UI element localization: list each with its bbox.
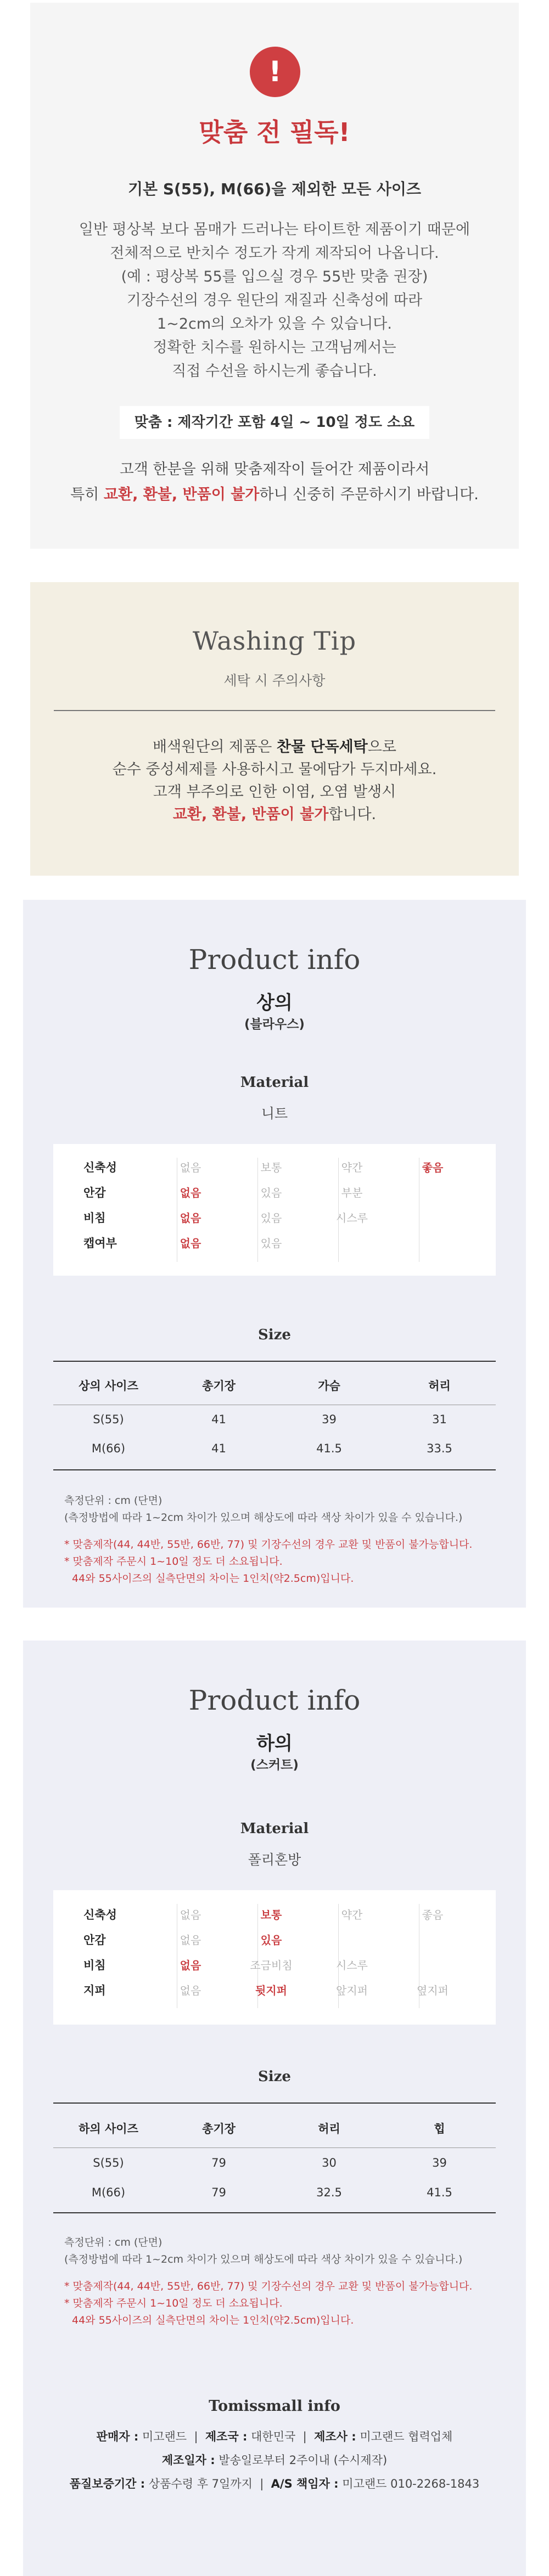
size-header: 허리 xyxy=(318,2122,340,2135)
info-key: 판매자 : xyxy=(96,2430,139,2443)
property-option: 없음 xyxy=(180,1908,201,1921)
production-period-badge: 맞춤 : 제작기간 포함 4일 ~ 10일 정도 소요 xyxy=(120,406,429,439)
property-row-cap xyxy=(53,1231,496,1256)
product-kind-sub: (스커트) xyxy=(250,1758,299,1772)
property-label: 안감 xyxy=(83,1186,106,1199)
property-row-stretch xyxy=(53,1155,496,1180)
washing-body xyxy=(30,736,519,826)
size-cell: 41 xyxy=(211,1442,226,1455)
notice-section xyxy=(30,3,519,549)
divider xyxy=(53,2147,496,2148)
property-row-lining xyxy=(53,1927,496,1953)
property-box xyxy=(53,1144,496,1276)
shop-info-line: 품질보증기간 : 상품수령 후 7일까지 | A/S 책임자 : 미고랜드 010-2268-1843 xyxy=(69,2477,480,2490)
property-option: 없음 xyxy=(180,1934,201,1947)
property-option: 있음 xyxy=(260,1237,282,1250)
size-cell: 41.5 xyxy=(427,2186,452,2199)
property-row-sheer xyxy=(53,1953,496,1978)
info-key: A/S 책임자 : xyxy=(271,2477,339,2490)
property-option: 시스루 xyxy=(336,1959,368,1972)
size-heading: Size xyxy=(258,2068,291,2085)
no-refund-text: 교환, 환불, 반품이 불가 xyxy=(172,806,329,823)
note-line: 44와 55사이즈의 실측단면의 차이는 1인치(약2.5cm)입니다. xyxy=(72,1572,354,1585)
washing-subtitle: 세탁 시 주의사항 xyxy=(223,673,326,689)
no-refund-text: 교환, 환불, 반품이 불가 xyxy=(103,486,260,503)
property-option: 있음 xyxy=(260,1211,282,1225)
product-info-title: Product info xyxy=(188,944,361,976)
washing-text: 배색원단의 제품은 xyxy=(153,739,277,756)
property-option-selected: 없음 xyxy=(180,1959,201,1972)
spacer xyxy=(64,1526,472,1536)
property-row-sheer xyxy=(53,1205,496,1231)
property-option: 옆지퍼 xyxy=(417,1984,449,1997)
size-header: 가슴 xyxy=(318,1379,340,1393)
property-row-lining xyxy=(53,1180,496,1205)
property-option: 시스루 xyxy=(336,1211,368,1225)
washing-text: 합니다. xyxy=(328,806,377,823)
washing-line xyxy=(30,803,519,826)
size-notes xyxy=(64,2234,472,2329)
property-option: 부분 xyxy=(341,1186,363,1199)
notice-subtitle: 기본 S(55), M(66)을 제외한 모든 사이즈 xyxy=(127,180,422,198)
cold-wash-text: 찬물 단독세탁 xyxy=(276,739,368,756)
washing-line: 고객 부주의로 인한 이염, 오염 발생시 xyxy=(153,783,396,801)
notice-body-line: 직접 수선을 하시는게 좋습니다. xyxy=(172,363,377,380)
product-kind: 상의 xyxy=(256,992,293,1014)
info-value: 상품수령 후 7일까지 xyxy=(148,2477,253,2490)
product-info-title: Product info xyxy=(188,1684,361,1716)
divider xyxy=(53,2212,496,2213)
property-label: 신축성 xyxy=(83,1161,117,1174)
size-table xyxy=(53,2102,496,2201)
size-cell: M(66) xyxy=(91,1442,126,1455)
material-heading: Material xyxy=(240,1074,309,1091)
size-header: 허리 xyxy=(428,1379,451,1393)
notice-body-line: 1~2cm의 오차가 있을 수 있습니다. xyxy=(157,315,392,332)
notice-body-line: 일반 평상복 보다 몸매가 드러나는 타이트한 제품이기 때문에 xyxy=(79,221,470,238)
property-label: 캡여부 xyxy=(83,1237,117,1250)
property-option-selected: 뒷지퍼 xyxy=(255,1984,287,1997)
shop-info-title: Tomissmall info xyxy=(209,2398,340,2415)
size-cell: S(55) xyxy=(93,2156,124,2169)
info-value: 발송일로부터 2주이내 (수시제작) xyxy=(219,2454,388,2467)
note-line: * 맞춤제작(44, 44반, 55반, 66반, 77) 및 기장수선의 경우 교환 및 반품이 불가능합니다. xyxy=(64,1538,473,1551)
divider xyxy=(53,1469,496,1470)
washing-line: 순수 중성세제를 사용하시고 물에담가 두지마세요. xyxy=(112,761,437,778)
property-row-zipper xyxy=(53,1978,496,2003)
notice-footer xyxy=(30,457,519,508)
property-option-selected: 좋음 xyxy=(422,1161,444,1174)
property-option-selected: 없음 xyxy=(180,1186,201,1199)
size-cell: 79 xyxy=(211,2186,226,2199)
property-row-stretch xyxy=(53,1902,496,1927)
property-label: 비침 xyxy=(83,1211,106,1225)
top-product-info-section xyxy=(23,900,526,1608)
size-header: 하의 사이즈 xyxy=(79,2122,138,2135)
property-option-selected: 없음 xyxy=(180,1237,201,1250)
property-option: 약간 xyxy=(341,1908,363,1921)
size-cell: 79 xyxy=(211,2156,226,2169)
size-heading: Size xyxy=(258,1327,291,1343)
size-header: 상의 사이즈 xyxy=(79,1379,138,1393)
footer-text: 특히 xyxy=(70,486,104,503)
property-label: 비침 xyxy=(83,1959,106,1972)
notice-body-line: 기장수선의 경우 원단의 재질과 신축성에 따라 xyxy=(126,292,423,309)
product-kind: 하의 xyxy=(256,1733,293,1755)
property-label: 지퍼 xyxy=(83,1984,106,1997)
size-cell: S(55) xyxy=(93,1413,124,1426)
washing-text: 으로 xyxy=(367,739,396,756)
shop-info-line: 판매자 : 미고랜드 | 제조국 : 대한민국 | 제조사 : 미고랜드 협력업체 xyxy=(96,2430,453,2443)
shop-info-line xyxy=(0,2451,549,2468)
note-line: * 맞춤제작 주문시 1~10일 정도 더 소요됩니다. xyxy=(64,2297,283,2309)
size-cell: 30 xyxy=(322,2156,337,2169)
property-option: 약간 xyxy=(341,1161,363,1174)
divider xyxy=(53,1361,496,1362)
notice-body-line: 전체적으로 반치수 정도가 작게 제작되어 나옵니다. xyxy=(110,245,439,262)
property-option: 없음 xyxy=(180,1161,201,1174)
info-key: 품질보증기간 : xyxy=(69,2477,145,2490)
washing-line xyxy=(30,736,519,758)
property-option-selected: 없음 xyxy=(180,1211,201,1225)
divider xyxy=(53,2102,496,2104)
size-header: 힙 xyxy=(434,2122,445,2135)
size-header: 총기장 xyxy=(202,2122,236,2135)
size-cell: 41.5 xyxy=(316,1442,342,1455)
material-value: 니트 xyxy=(261,1106,288,1121)
divider xyxy=(54,710,495,711)
info-key: 제조일자 : xyxy=(161,2454,215,2467)
note-line: * 맞춤제작(44, 44반, 55반, 66반, 77) 및 기장수선의 경우 교환 및 반품이 불가능합니다. xyxy=(64,2280,473,2292)
footer-text: 하니 신중히 주문하시기 바랍니다. xyxy=(259,486,479,503)
warning-icon: ! xyxy=(250,47,300,97)
info-value: 대한민국 xyxy=(251,2430,296,2443)
property-label: 안감 xyxy=(83,1934,106,1947)
property-label: 신축성 xyxy=(83,1908,117,1921)
note-line: (측정방법에 따라 1~2cm 차이가 있으며 해상도에 따라 색상 차이가 있을 수 있습니다.) xyxy=(64,1512,463,1524)
washing-title: Washing Tip xyxy=(192,626,357,656)
notice-body-line: (예 : 평상복 55를 입으실 경우 55반 맞춤 권장) xyxy=(121,268,428,285)
note-line: 측정단위 : cm (단면) xyxy=(64,2236,163,2248)
size-cell: 33.5 xyxy=(427,1442,452,1455)
info-key: 제조사 : xyxy=(314,2430,356,2443)
size-header: 총기장 xyxy=(202,1379,236,1393)
property-option: 있음 xyxy=(260,1186,282,1199)
note-line: 44와 55사이즈의 실측단면의 차이는 1인치(약2.5cm)입니다. xyxy=(72,2314,354,2326)
notice-footer-line: 고객 한분을 위해 맞춤제작이 들어간 제품이라서 xyxy=(119,461,430,478)
property-option: 보통 xyxy=(260,1161,282,1174)
notice-body-line: 정확한 치수를 원하시는 고객님께서는 xyxy=(153,339,396,356)
product-kind-sub: (블라우스) xyxy=(244,1017,305,1031)
size-cell: 39 xyxy=(322,1413,337,1426)
property-option: 없음 xyxy=(180,1984,201,1997)
property-option-selected: 있음 xyxy=(260,1934,282,1947)
size-cell: 32.5 xyxy=(316,2186,342,2199)
property-option: 좋음 xyxy=(422,1908,444,1921)
notice-title: 맞춤 전 필독! xyxy=(199,117,350,147)
size-notes xyxy=(64,1492,472,1587)
spacer xyxy=(64,2268,472,2278)
size-cell: 41 xyxy=(211,1413,226,1426)
note-line: 측정단위 : cm (단면) xyxy=(64,1495,163,1507)
property-option-selected: 보통 xyxy=(260,1908,282,1921)
washing-tip-section xyxy=(30,582,519,876)
property-option: 조금비침 xyxy=(250,1959,293,1972)
info-value: 미고랜드 010-2268-1843 xyxy=(342,2477,480,2490)
size-cell: 39 xyxy=(432,2156,447,2169)
material-heading: Material xyxy=(240,1820,309,1837)
info-key: 제조국 : xyxy=(205,2430,248,2443)
property-box xyxy=(53,1890,496,2025)
notice-footer-line xyxy=(30,482,519,508)
notice-body xyxy=(30,218,519,383)
size-cell: 31 xyxy=(432,1413,447,1426)
size-table xyxy=(53,1361,496,1459)
info-value: 미고랜드 협력업체 xyxy=(360,2430,453,2443)
info-value: 미고랜드 xyxy=(142,2430,187,2443)
note-line: * 맞춤제작 주문시 1~10일 정도 더 소요됩니다. xyxy=(64,1555,283,1568)
property-option: 앞지퍼 xyxy=(336,1984,368,1997)
note-line: (측정방법에 따라 1~2cm 차이가 있으며 해상도에 따라 색상 차이가 있을 수 있습니다.) xyxy=(64,2253,463,2265)
material-value: 폴리혼방 xyxy=(248,1852,301,1868)
size-cell: M(66) xyxy=(91,2186,126,2199)
